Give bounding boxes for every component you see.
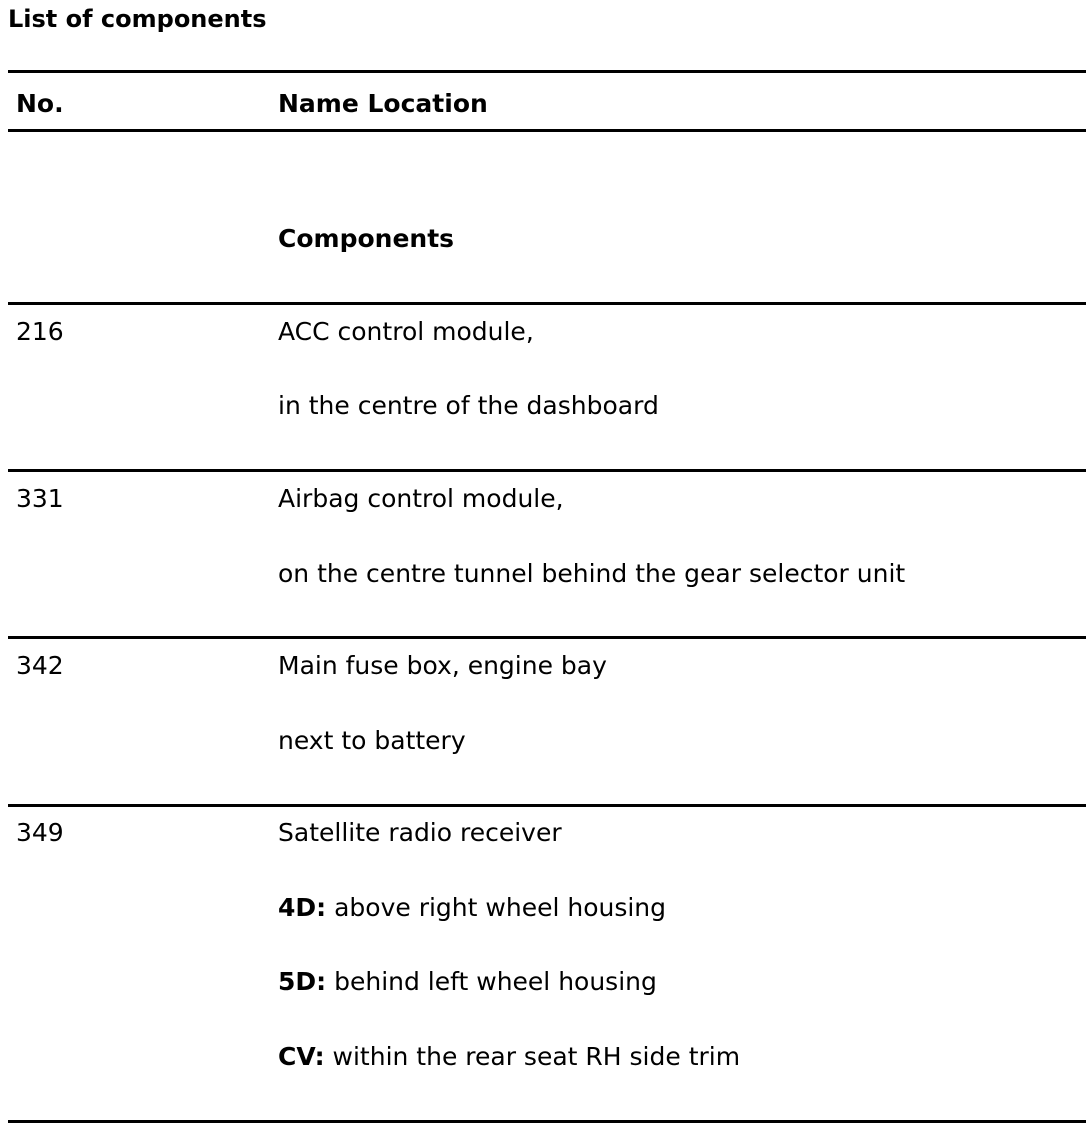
header-bottom-rule [8, 129, 1086, 132]
section-bottom-rule [8, 302, 1086, 305]
row-name: ACC control module, [278, 317, 534, 346]
table-bottom-rule [8, 1120, 1086, 1123]
row-number: 331 [16, 484, 64, 513]
page-title: List of components [8, 5, 267, 33]
row-location: next to battery [278, 726, 466, 755]
row-location-5d [278, 966, 657, 998]
variant-location: within the rear seat RH side trim [324, 1042, 741, 1071]
row-divider [8, 636, 1086, 639]
row-divider [8, 804, 1086, 807]
row-number: 216 [16, 317, 64, 346]
variant-label: CV: [278, 1042, 325, 1071]
variant-label: 5D: [278, 967, 327, 996]
section-heading: Components [278, 224, 455, 253]
row-location-cv [278, 1041, 740, 1073]
header-name-location: Name Location [278, 89, 488, 118]
variant-location: above right wheel housing [326, 893, 667, 922]
table-top-rule [8, 70, 1086, 73]
row-number: 342 [16, 651, 64, 680]
variant-location: behind left wheel housing [326, 967, 657, 996]
row-location-4d [278, 892, 666, 924]
row-name: Main fuse box, engine bay [278, 651, 607, 680]
variant-label: 4D: [278, 893, 327, 922]
row-name: Satellite radio receiver [278, 818, 562, 847]
row-divider [8, 469, 1086, 472]
row-location: on the centre tunnel behind the gear selector unit [278, 559, 906, 588]
row-location: in the centre of the dashboard [278, 391, 659, 420]
header-no: No. [16, 89, 64, 118]
row-name: Airbag control module, [278, 484, 564, 513]
row-number: 349 [16, 818, 64, 847]
